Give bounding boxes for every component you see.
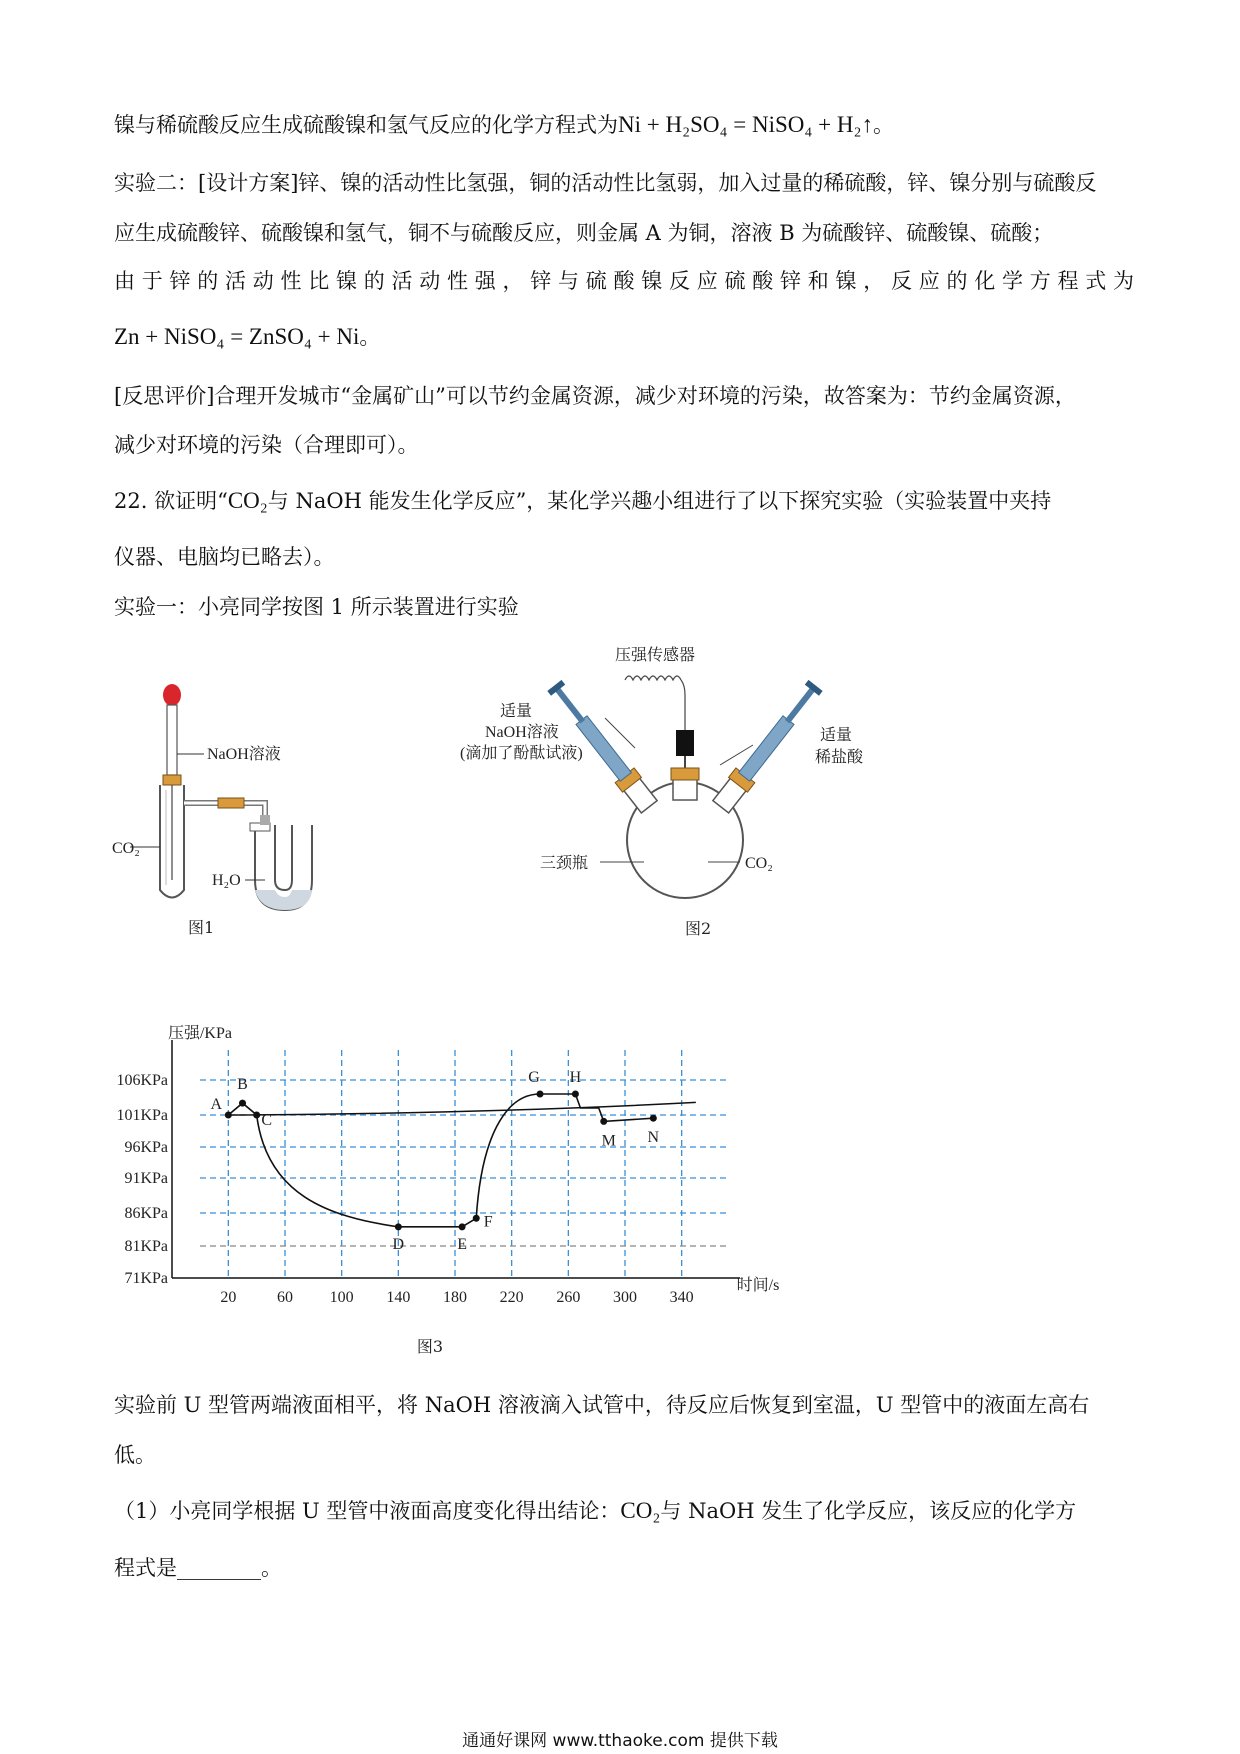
y-tick-label: 86KPa xyxy=(124,1205,168,1222)
text-segment: 与 NaOH 发生了化学反应，该反应的化学方 xyxy=(660,1499,1077,1523)
data-point xyxy=(253,1112,260,1119)
flask-label: 三颈瓶 xyxy=(540,855,589,872)
left-syringe xyxy=(576,716,631,781)
paragraph-line-11: 实验前 U 型管两端液面相平，将 NaOH 溶液滴入试管中，待反应后恢复到室温，U 型管中的液面左高右 xyxy=(114,1393,1090,1417)
data-point xyxy=(572,1091,579,1098)
data-point-label: M xyxy=(601,1132,616,1150)
equation-zn-niso4: Zn + NiSO₄ = ZnSO₄ + Ni xyxy=(114,324,360,349)
data-point xyxy=(473,1215,480,1222)
data-point xyxy=(537,1091,544,1098)
question-22-line xyxy=(114,486,1134,516)
x-tick-label: 60 xyxy=(277,1289,293,1306)
paragraph-line-6: [反思评价]合理开发城市“金属矿山”可以节约金属资源，减少对环境的污染，故答案为：节约金属资源， xyxy=(114,384,1076,408)
data-point-label: B xyxy=(237,1076,248,1094)
text-segment: 。 xyxy=(873,113,895,137)
x-tick-label: 260 xyxy=(556,1289,581,1306)
figure-1-apparatus xyxy=(100,675,360,945)
text-segment: （1）小亮同学根据 U 型管中液面高度变化得出结论： xyxy=(114,1499,621,1523)
paragraph-line-4: 由于锌的活动性比镍的活动性强，锌与硫酸镍反应硫酸锌和镍，反应的化学方程式为 xyxy=(114,269,1134,293)
dropper-bulb xyxy=(163,684,181,706)
co2-label: CO₂ xyxy=(745,855,773,872)
data-point xyxy=(459,1223,466,1230)
data-point-label: D xyxy=(392,1235,405,1253)
y-axis-title: 压强/KPa xyxy=(167,1025,233,1042)
y-tick-label: 81KPa xyxy=(124,1238,168,1255)
paragraph-line-5 xyxy=(114,322,1134,352)
y-tick-label: 71KPa xyxy=(124,1270,168,1287)
pressure-sensor-label: 压强传感器 xyxy=(615,647,696,664)
sensor-wire xyxy=(625,676,681,680)
figure-2-caption: 图2 xyxy=(685,919,712,938)
baseline-curve xyxy=(228,1102,696,1115)
footer-watermark: 通通好课网 www.tthaoke.com 提供下载 xyxy=(462,1731,778,1751)
data-point xyxy=(600,1118,607,1125)
x-tick-label: 300 xyxy=(613,1289,637,1306)
x-tick-label: 20 xyxy=(220,1289,237,1306)
y-tick-label: 106KPa xyxy=(116,1072,168,1089)
x-tick-label: 340 xyxy=(669,1289,694,1306)
x-tick-label: 140 xyxy=(386,1289,411,1306)
y-tick-label: 101KPa xyxy=(116,1107,168,1124)
x-axis-title: 时间/s xyxy=(736,1277,780,1294)
u-tube-water xyxy=(255,890,312,910)
answer-blank-line: 程式是________。 xyxy=(114,1556,282,1580)
subquestion-1-line xyxy=(114,1496,1134,1526)
data-point xyxy=(239,1100,246,1107)
text-segment: 与 NaOH 能发生化学反应”，某化学兴趣小组进行了以下探究实验（实验装置中夹持 xyxy=(267,489,1052,513)
formula-co2: CO₂ xyxy=(620,1498,661,1523)
paragraph-line-9: 仪器、电脑均已略去）。 xyxy=(114,545,335,569)
formula-co2: CO₂ xyxy=(227,488,268,513)
text-segment: 。 xyxy=(359,325,381,349)
equation-ni-h2so4: Ni + H₂SO₄ = NiSO₄ + H₂↑ xyxy=(618,112,874,137)
paragraph-line-7: 减少对环境的污染（合理即可）。 xyxy=(114,433,419,457)
data-point-label: F xyxy=(483,1213,493,1231)
figure-2-apparatus xyxy=(440,640,880,940)
naoh-solution-label: NaOH溶液 xyxy=(485,724,559,741)
stopper xyxy=(163,775,181,785)
co2-label: CO₂ xyxy=(112,840,140,857)
data-point xyxy=(395,1223,402,1230)
data-point-label: N xyxy=(647,1129,660,1147)
x-tick-label: 180 xyxy=(443,1289,467,1306)
paragraph-line-12: 低。 xyxy=(114,1443,156,1467)
phenolphthalein-label: (滴加了酚酞试液) xyxy=(460,745,583,762)
paragraph-line-3: 应生成硫酸锌、硫酸镍和氢气，铜不与硫酸反应，则金属 A 为铜，溶液 B 为硫酸锌、硫酸镍、硫酸； xyxy=(114,221,1054,245)
data-point-label: A xyxy=(210,1096,223,1113)
data-point xyxy=(650,1115,657,1122)
data-point-label: H xyxy=(569,1069,582,1086)
naoh-label: NaOH溶液 xyxy=(207,746,281,763)
figure-1-caption: 图1 xyxy=(188,918,215,937)
x-tick-label: 100 xyxy=(329,1289,354,1306)
data-point-label: E xyxy=(457,1235,467,1253)
figure-3-pressure-chart xyxy=(100,1020,800,1360)
paragraph-line-2: 实验二：[设计方案]锌、镍的活动性比氢强，铜的活动性比氢弱，加入过量的稀硫酸，锌、镍分别与硫酸反 xyxy=(114,171,1097,195)
text-segment: 镍与稀硫酸反应生成硫酸镍和氢气反应的化学方程式为 xyxy=(114,113,618,137)
data-point-label: C xyxy=(261,1112,273,1129)
h2o-label: H₂O xyxy=(212,872,241,889)
naoh-amount-label: 适量 xyxy=(500,703,533,720)
text-segment: 22. 欲证明“ xyxy=(114,489,228,513)
sensor-body xyxy=(676,730,694,756)
dropper-tube xyxy=(167,705,177,775)
paragraph-line-1 xyxy=(114,110,1134,140)
data-point xyxy=(225,1112,232,1119)
figure-3-caption: 图3 xyxy=(416,1337,444,1356)
hcl-amount-label: 适量 xyxy=(820,727,853,744)
data-point-label: G xyxy=(528,1069,540,1086)
y-tick-label: 91KPa xyxy=(124,1170,168,1187)
hcl-label: 稀盐酸 xyxy=(815,749,864,766)
paragraph-line-10: 实验一：小亮同学按图 1 所示装置进行实验 xyxy=(114,595,519,619)
x-tick-label: 220 xyxy=(499,1289,524,1306)
y-tick-label: 96KPa xyxy=(124,1139,168,1156)
rubber-connector xyxy=(218,798,244,808)
